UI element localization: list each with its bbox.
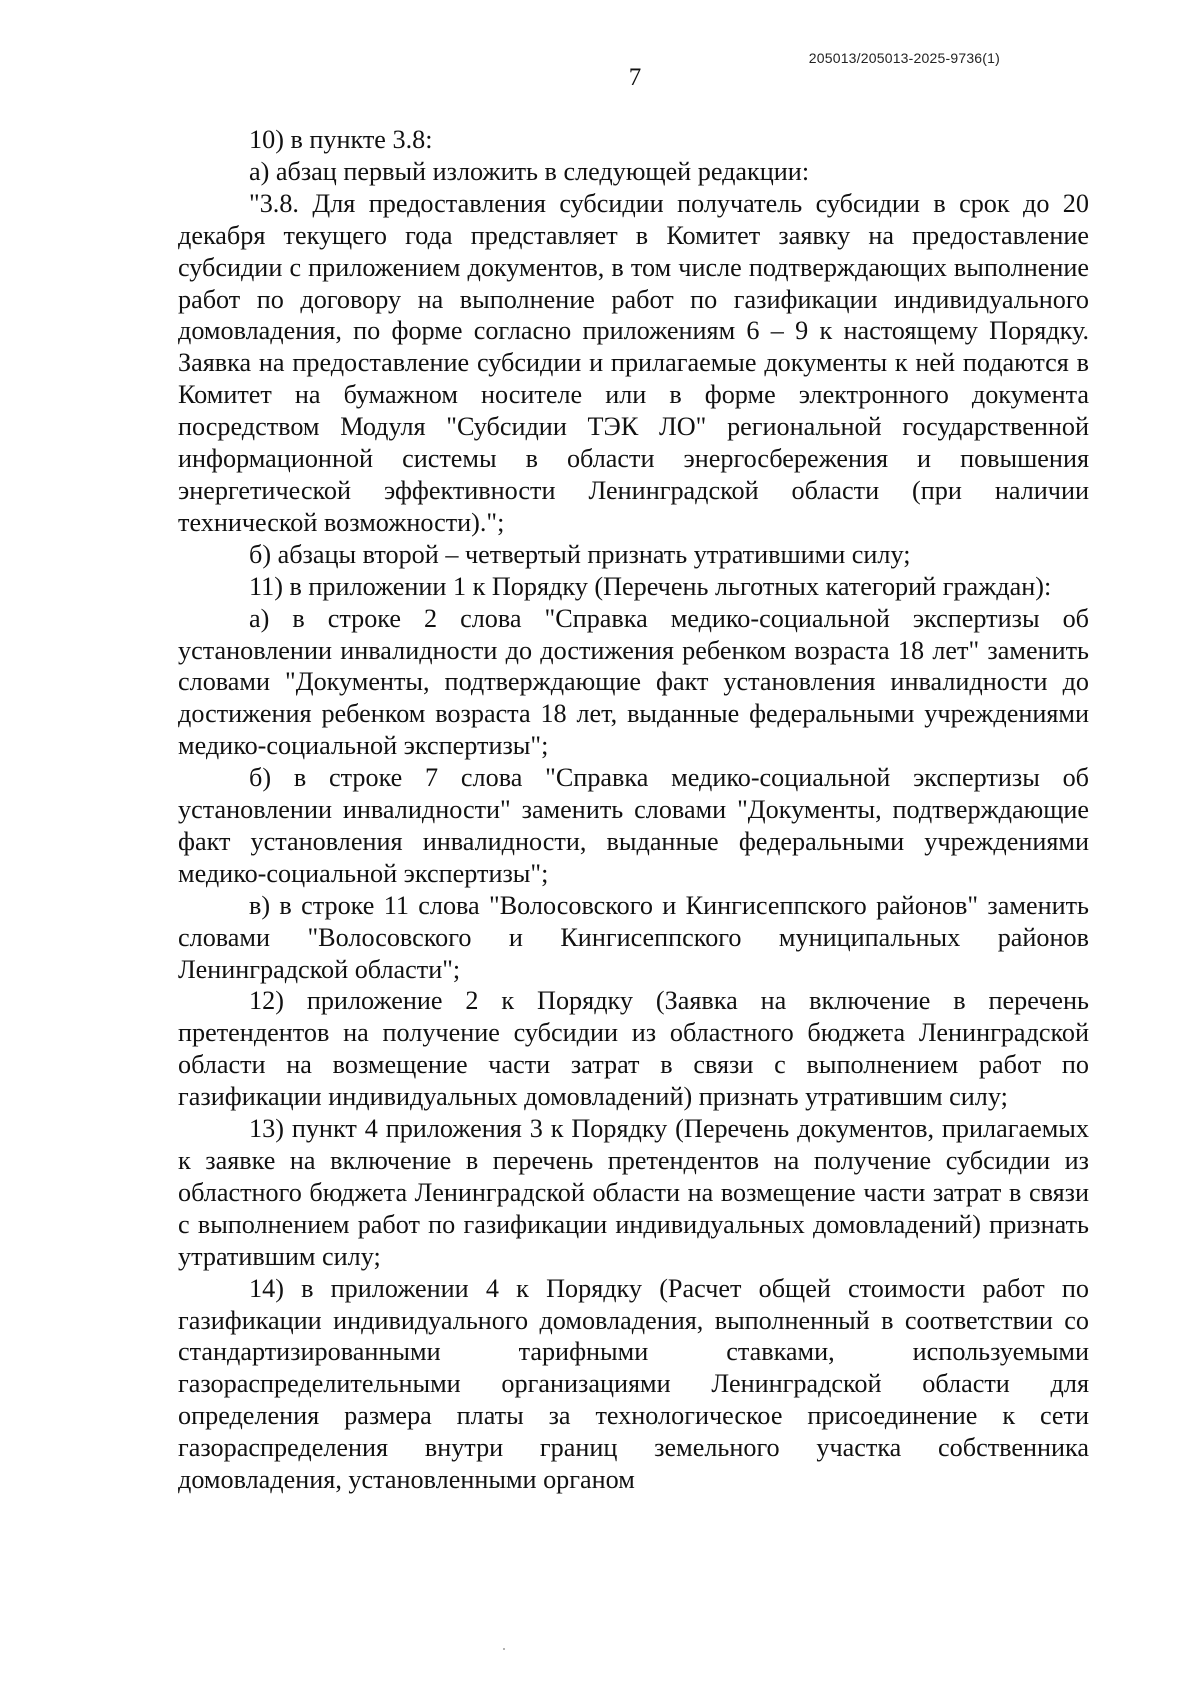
paragraph-item-11b: б) в строке 7 слова "Справка медико-социальной экспертизы об установлении инвалидности" заменить словами "Документы, подтверждающие факт установления инвалидности, выданные федеральными учреждениями медико-социальной экспертизы"; bbox=[178, 763, 1089, 888]
paragraph-quote-3-8: "3.8. Для предоставления субсидии получатель субсидии в срок до 20 декабря текущего года представляет в Комитет заявку на предоставление субсидии с приложением документов, в том числе подтверждающих выполнение работ по договору на выполнение работ по газификации индивидуального домовладения, по форме согласно приложениям 6 – 9 к настоящему Порядку. Заявка на предоставление субсидии и прилагаемые документы к ней подаются в Комитет на бумажном носителе или в форме электронного документа посредством Модуля "Субсидии ТЭК ЛО" региональной государственной информационной системы в области энергосбережения и повышения энергетической эффективности Ленинградской области (при наличии технической возможности)."; bbox=[178, 188, 1089, 537]
paragraph-item-11v: в) в строке 11 слова "Волосовского и Кингисеппского районов" заменить словами "Волосовского и Кингисеппского муниципальных районов Ленинградской области"; bbox=[178, 890, 1089, 984]
scan-artifact bbox=[503, 1648, 505, 1650]
paragraph-item-11: 11) в приложении 1 к Порядку (Перечень льготных категорий граждан): bbox=[249, 571, 1052, 601]
document-body bbox=[178, 124, 1089, 1496]
paragraph-item-13: 13) пункт 4 приложения 3 к Порядку (Перечень документов, прилагаемых к заявке на включение в перечень претендентов на получение субсидии из областного бюджета Ленинградской области на возмещение части затрат в связи с выполнением работ по газификации индивидуальных домовладений) признать утратившим силу; bbox=[178, 1114, 1089, 1271]
paragraph-item-10b: б) абзацы второй – четвертый признать утратившими силу; bbox=[249, 539, 911, 569]
page-number: 7 bbox=[628, 64, 642, 91]
paragraph-item-12: 12) приложение 2 к Порядку (Заявка на включение в перечень претендентов на получение субсидии из областного бюджета Ленинградской области на возмещение части затрат в связи с выполнением работ по газификации индивидуальных домовладений) признать утратившим силу; bbox=[178, 986, 1089, 1112]
document-id: 205013/205013-2025-9736(1) bbox=[808, 50, 1000, 66]
paragraph-item-14: 14) в приложении 4 к Порядку (Расчет общей стоимости работ по газификации индивидуального домовладения, выполненный в соответствии со стандартизированными тарифными ставками, используемыми газораспределительными организациями Ленинградской области для определения размера платы за технологическое присоединение к сети газораспределения внутри границ земельного участка собственника домовладения, установленными органом bbox=[178, 1273, 1089, 1495]
paragraph-item-11a: а) в строке 2 слова "Справка медико-социальной экспертизы об установлении инвалидности до достижения ребенком возраста 18 лет" заменить словами "Документы, подтверждающие факт установления инвалидности до достижения ребенком возраста 18 лет, выданные федеральными учреждениями медико-социальной экспертизы"; bbox=[178, 603, 1089, 761]
paragraph-item-10a: а) абзац первый изложить в следующей редакции: bbox=[249, 156, 810, 186]
paragraph-item-10: 10) в пункте 3.8: bbox=[249, 125, 433, 154]
